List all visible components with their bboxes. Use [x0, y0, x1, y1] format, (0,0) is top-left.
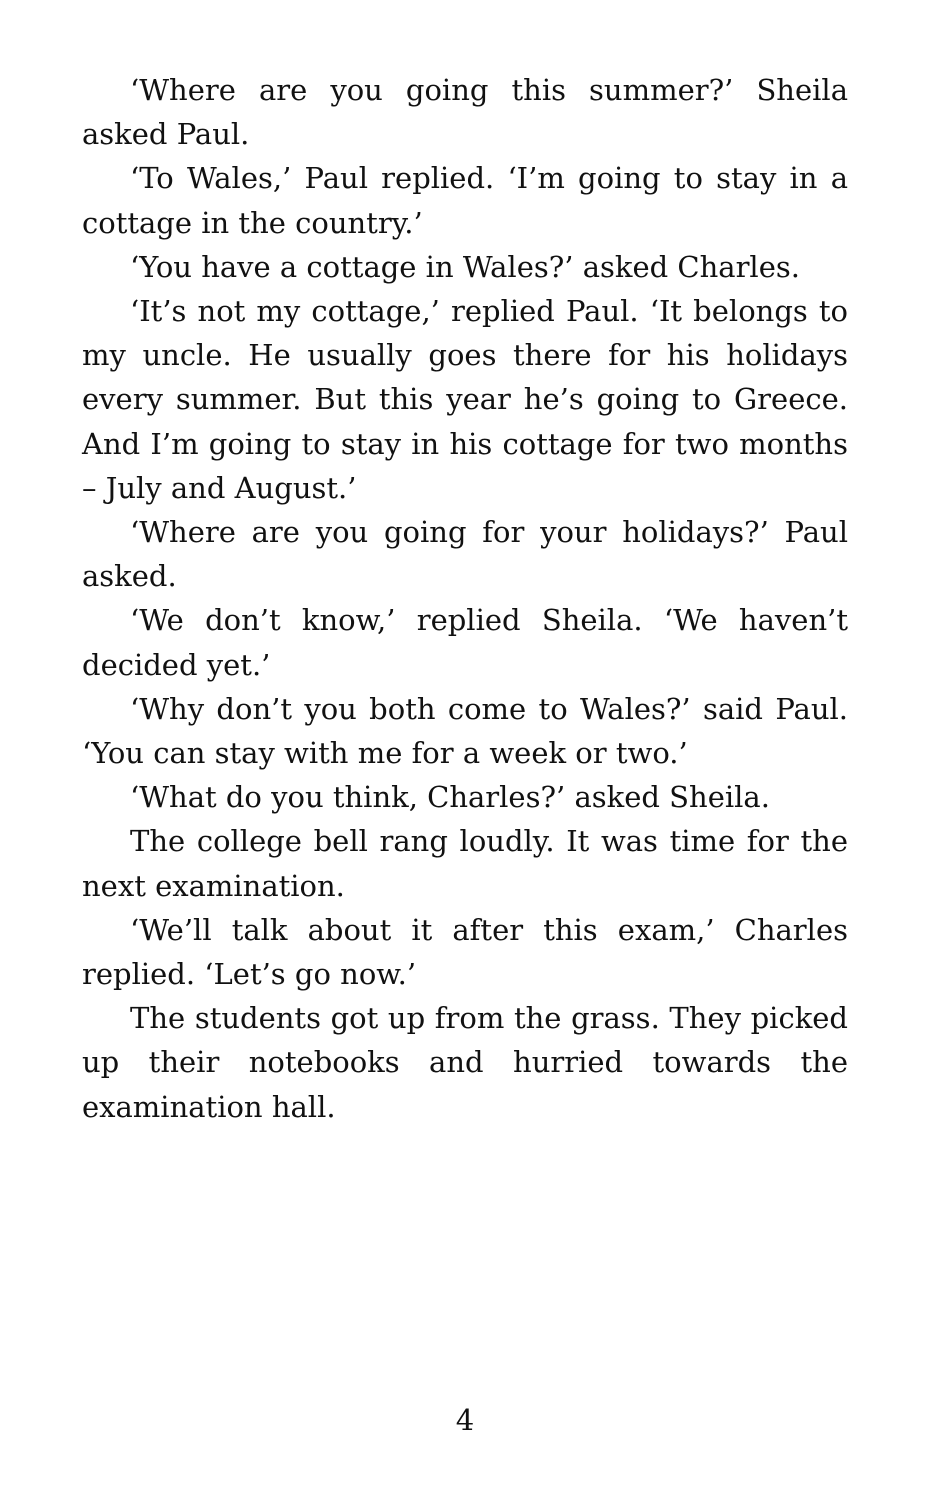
paragraph: ‘To Wales,’ Paul replied. ‘I’m going to stay in a cottage in the country.’: [82, 161, 848, 240]
paragraph: ‘Where are you going for your holidays?’ Paul asked.: [82, 515, 848, 594]
paragraph: ‘We don’t know,’ replied Sheila. ‘We haven’t decided yet.’: [82, 603, 848, 682]
paragraph: ‘Where are you going this summer?’ Sheila asked Paul.: [82, 73, 848, 152]
paragraph: ‘We’ll talk about it after this exam,’ Charles replied. ‘Let’s go now.’: [82, 912, 848, 992]
story-text: [82, 68, 848, 1129]
paragraph: The college bell rang loudly. It was time for the next examination.: [82, 824, 848, 903]
paragraph: ‘It’s not my cottage,’ replied Paul. ‘It belongs to my uncle. He usually goes there for his holidays every summer. But this year he’s going to Greece. And I’m going to stay in his cottage for two months – July and August.’: [82, 294, 848, 505]
paragraph: ‘You have a cottage in Wales?’ asked Charles.: [130, 249, 800, 284]
paragraph: The students got up from the grass. They picked up their notebooks and hurried towards the examination hall.: [82, 1001, 848, 1124]
paragraph: ‘Why don’t you both come to Wales?’ said Paul. ‘You can stay with me for a week or two.’: [82, 691, 848, 771]
page-number: 4: [455, 1403, 475, 1437]
paragraph: ‘What do you think, Charles?’ asked Sheila.: [130, 780, 770, 815]
